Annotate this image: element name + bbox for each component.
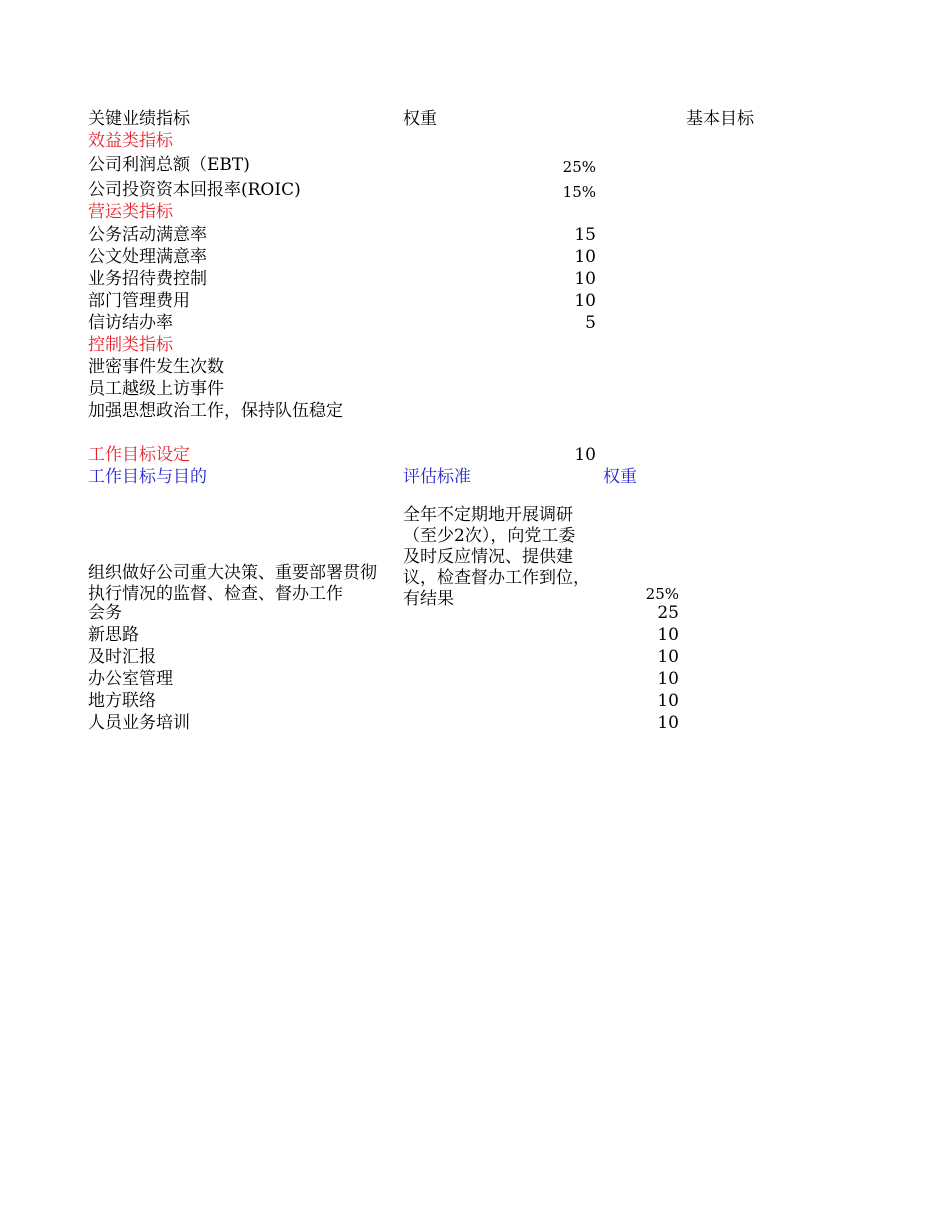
- operation-row-weight: 15: [574, 225, 596, 245]
- work-goal-row-name: 组织做好公司重大决策、重要部署贯彻执行情况的监督、检查、督办工作: [88, 563, 377, 604]
- work-goal-col-goal: 工作目标与目的: [88, 467, 207, 487]
- work-goal-row-criteria: 全年不定期地开展调研（至少2次），向党工委及时反应情况、提供建议，检查督办工作到位，有结果: [403, 505, 590, 609]
- benefit-row-name: 公司利润总额（EBT): [88, 155, 250, 175]
- benefit-row-weight: 25%: [562, 158, 596, 176]
- section-title-operation: 营运类指标: [88, 202, 173, 222]
- work-goal-weight: 10: [574, 445, 596, 465]
- control-row-name: 员工越级上访事件: [88, 379, 224, 399]
- work-goal-row-name: 新思路: [88, 625, 139, 645]
- section-title-benefit: 效益类指标: [88, 131, 173, 151]
- operation-row-name: 公文处理满意率: [88, 247, 207, 267]
- operation-row-name: 公务活动满意率: [88, 225, 207, 245]
- work-goal-title: 工作目标设定: [88, 445, 190, 465]
- operation-row-name: 业务招待费控制: [88, 269, 207, 289]
- work-goal-row-name: 及时汇报: [88, 647, 156, 667]
- work-goal-row-weight: 10: [657, 669, 679, 689]
- work-goal-row-weight: 10: [657, 691, 679, 711]
- benefit-row-weight: 15%: [562, 183, 596, 201]
- work-goal-row-weight: 10: [657, 647, 679, 667]
- operation-row-weight: 10: [574, 269, 596, 289]
- work-goal-row-name: 人员业务培训: [88, 713, 190, 733]
- work-goal-row-weight: 10: [657, 625, 679, 645]
- control-row-name: 泄密事件发生次数: [88, 357, 224, 377]
- work-goal-row-name: 会务: [88, 603, 122, 623]
- work-goal-row-weight: 10: [657, 713, 679, 733]
- control-row-name: 加强思想政治工作，保持队伍稳定: [88, 401, 343, 421]
- work-goal-row-weight: 25: [657, 603, 679, 623]
- header-basic-target-label: 基本目标: [686, 109, 754, 129]
- work-goal-row-name: 办公室管理: [88, 669, 173, 689]
- work-goal-row-weight: 25%: [645, 585, 679, 603]
- work-goal-col-criteria: 评估标准: [403, 467, 471, 487]
- section-title-control: 控制类指标: [88, 335, 173, 355]
- operation-row-weight: 10: [574, 291, 596, 311]
- operation-row-name: 部门管理费用: [88, 291, 190, 311]
- operation-row-weight: 5: [585, 313, 596, 333]
- header-kpi-label: 关键业绩指标: [88, 109, 190, 129]
- operation-row-name: 信访结办率: [88, 313, 173, 333]
- header-weight-label: 权重: [403, 109, 437, 129]
- benefit-row-name: 公司投资资本回报率(ROIC): [88, 180, 301, 200]
- operation-row-weight: 10: [574, 247, 596, 267]
- work-goal-row-name: 地方联络: [88, 691, 156, 711]
- work-goal-col-weight: 权重: [603, 467, 637, 487]
